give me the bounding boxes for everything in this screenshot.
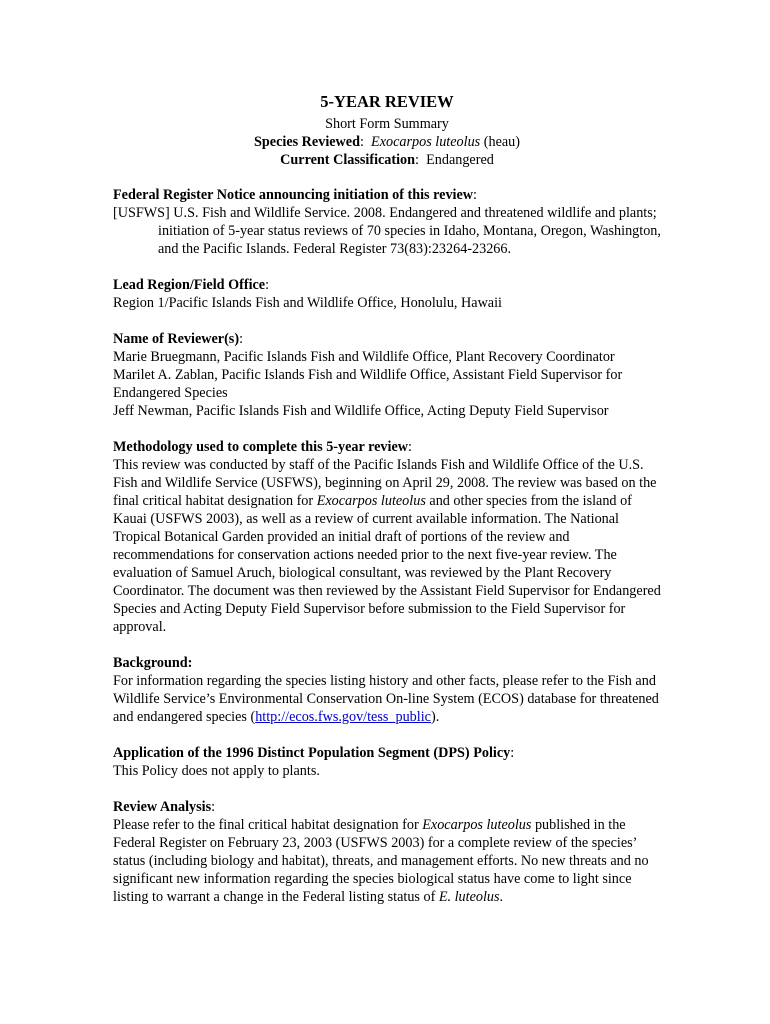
fr-notice-citation: [USFWS] U.S. Fish and Wildlife Service. 2008. Endangered and threatened wildlife and plants; initiation of 5-year status reviews of 70 species in Idaho, Montana, Oregon, Washington, and the Pacific Islands. Federal Register 73(83):23264-23266. [113, 205, 661, 257]
lead-region-heading: Lead Region/Field Office [113, 277, 266, 293]
analysis-species-short: E. luteolus [438, 889, 500, 905]
classification-line: Current Classification: Endangered [280, 152, 494, 168]
background-heading: Background: [113, 655, 193, 671]
methodology-heading-line: Methodology used to complete this 5-year review: [113, 439, 412, 455]
analysis-text [113, 816, 661, 906]
reviewer-line: Jeff Newman, Pacific Islands Fish and Wildlife Office, Acting Deputy Field Supervisor [113, 403, 609, 419]
document-body [113, 92, 661, 906]
species-reviewed-label: Species Reviewed [254, 134, 360, 150]
background-section [113, 654, 661, 726]
species-reviewed-line: Species Reviewed: Exocarpos luteolus (heau) [254, 134, 520, 150]
reviewers-heading-line: Name of Reviewer(s): [113, 331, 244, 347]
methodology-text [113, 456, 661, 636]
dps-section [113, 744, 661, 780]
analysis-species: Exocarpos luteolus [422, 817, 532, 833]
page-title: 5-YEAR REVIEW [320, 92, 454, 111]
fr-notice-heading: Federal Register Notice announcing initiation of this review [113, 187, 474, 203]
background-text [113, 672, 661, 726]
fr-notice-heading-line: Federal Register Notice announcing initiation of this review: [113, 187, 477, 203]
methodology-species: Exocarpos luteolus [316, 493, 426, 509]
methodology-section [113, 438, 661, 636]
analysis-text-part: Please refer to the final critical habitat designation for [113, 817, 423, 833]
background-text-part: For information regarding the species listing history and other facts, please refer to the Fish and Wildlife Service’s Environmental Conservation On-line System (ECOS) database for threatened and endangered species ( [113, 673, 659, 725]
methodology-text-part: and other species from the island of Kauai (USFWS 2003), as well as a review of current available information. The National Tropical Botanical Garden provided an initial draft of portions of the review and recommendations for conservation actions needed prior to the next five-year review. The evaluation of Samuel Aruch, biological consultant, was reviewed by the Plant Recovery Coordinator. The document was then reviewed by the Assistant Field Supervisor for Endangered Species and Acting Deputy Field Supervisor before submission to the Field Supervisor for approval. [113, 493, 661, 635]
methodology-text-part: This review was conducted by staff of the Pacific Islands Fish and Wildlife Office of the U.S. Fish and Wildlife Service (USFWS), beginning on April 29, 2008. The review was based on the final critical habitat designation for [113, 457, 657, 509]
species-reviewed-common: (heau) [483, 134, 520, 150]
species-reviewed-scientific: Exocarpos luteolus [371, 134, 481, 150]
fr-notice-section [113, 186, 661, 258]
reviewer-line: Marilet A. Zablan, Pacific Islands Fish and Wildlife Office, Assistant Field Supervisor for Endangered Species [113, 367, 623, 401]
classification-value: Endangered [426, 152, 494, 168]
dps-heading: Application of the 1996 Distinct Population Segment (DPS) Policy [113, 745, 511, 761]
lead-region-section [113, 276, 661, 312]
analysis-section [113, 798, 661, 906]
analysis-text-part: published in the Federal Register on February 23, 2003 (USFWS 2003) for a complete review of the species’ status (including biology and habitat), threats, and management efforts. No new threats and no significant new information regarding the species biological status have come to light since listing to warrant a change in the Federal listing status of [113, 817, 649, 905]
analysis-heading-line: Review Analysis: [113, 799, 216, 815]
dps-text: This Policy does not apply to plants. [113, 763, 320, 779]
methodology-heading: Methodology used to complete this 5-year review [113, 439, 408, 455]
dps-heading-line: Application of the 1996 Distinct Population Segment (DPS) Policy: [113, 745, 515, 761]
analysis-heading: Review Analysis [113, 799, 212, 815]
analysis-text-part: . [499, 889, 504, 905]
ecos-link[interactable]: http://ecos.fws.gov/tess_public [255, 709, 431, 725]
reviewer-line: Marie Bruegmann, Pacific Islands Fish and Wildlife Office, Plant Recovery Coordinator [113, 349, 615, 365]
reviewers-heading: Name of Reviewer(s) [113, 331, 240, 347]
page-subtitle: Short Form Summary [325, 116, 449, 132]
lead-region-heading-line: Lead Region/Field Office: [113, 277, 270, 293]
classification-label: Current Classification [280, 152, 416, 168]
reviewers-section [113, 330, 661, 420]
background-text-part: ). [430, 709, 440, 725]
lead-region-value: Region 1/Pacific Islands Fish and Wildlife Office, Honolulu, Hawaii [113, 295, 502, 311]
header-block [113, 92, 661, 169]
